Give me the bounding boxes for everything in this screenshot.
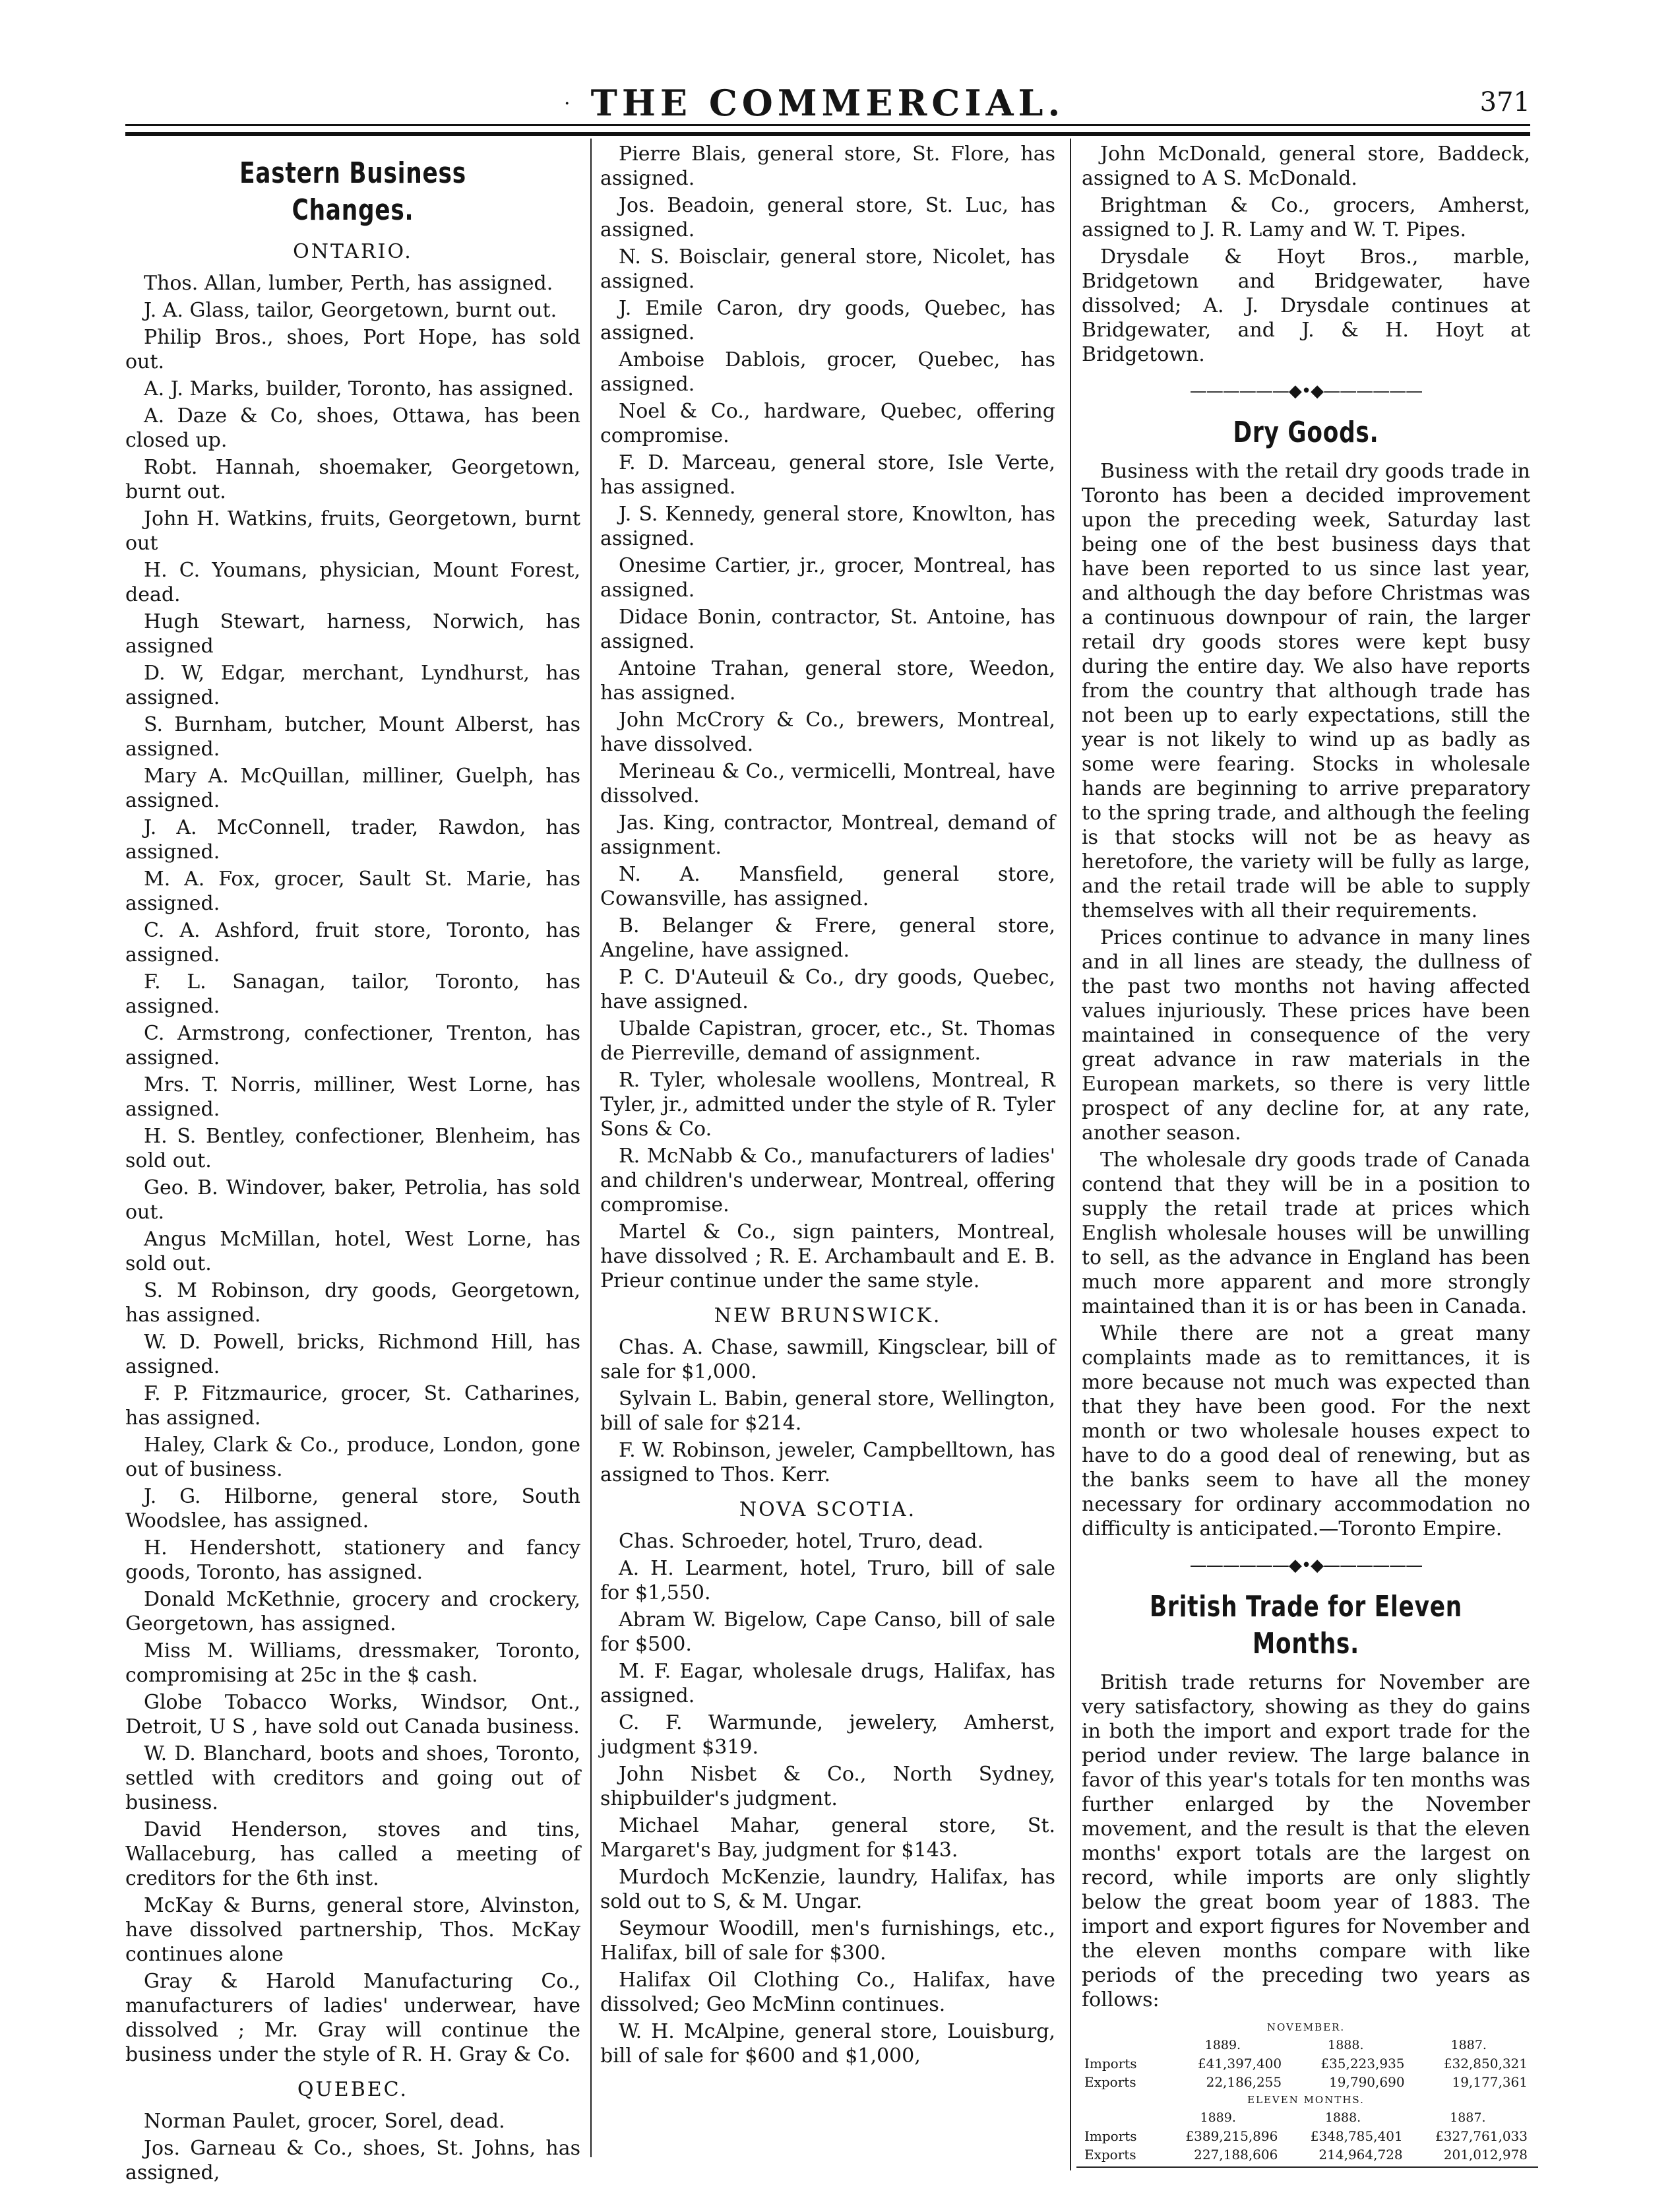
figure-cell: 19,790,690 (1329, 2074, 1405, 2090)
business-change-item: F. L. Sanagan, tailor, Toronto, has assigned. (125, 970, 580, 1018)
quebec-heading: QUEBEC. (297, 2078, 409, 2101)
business-change-item: Globe Tobacco Works, Windsor, Ont., Detroit, U S , have sold out Canada business. (125, 1691, 580, 1738)
business-change-item: C. F. Warmunde, jewelery, Amherst, judgment $319. (600, 1711, 1055, 1759)
business-change-item: S. Burnham, butcher, Mount Alberst, has assigned. (125, 713, 580, 761)
business-change-item: C. Armstrong, confectioner, Trenton, has assigned. (125, 1022, 580, 1069)
table-row (1082, 2127, 1530, 2145)
figure-cell: £348,785,401 (1310, 2128, 1403, 2144)
masthead-dot: · (564, 92, 571, 115)
business-change-item: Chas. A. Chase, sawmill, Kingsclear, bill of sale for $1,000. (600, 1336, 1055, 1383)
year-cell: 1888. (1328, 2038, 1364, 2052)
year-cell: 1888. (1324, 2110, 1361, 2125)
column-2 (600, 142, 1055, 2172)
business-change-item: A. H. Learment, hotel, Truro, bill of sale for $1,550. (600, 1557, 1055, 1604)
column-divider-1 (590, 139, 592, 2157)
figure-cell: £327,761,033 (1435, 2128, 1528, 2144)
business-change-item: H. Hendershott, stationery and fancy goods, Toronto, has assigned. (125, 1536, 580, 1584)
trade-figures (1082, 2019, 1530, 2164)
masthead-rule-thin (125, 124, 1530, 126)
business-change-item: Noel & Co., hardware, Quebec, offering compromise. (600, 400, 1055, 447)
page-number: 371 (1479, 87, 1530, 117)
business-change-item: J. G. Hilborne, general store, South Woodslee, has assigned. (125, 1485, 580, 1533)
business-change-item: John Nisbet & Co., North Sydney, shipbuilder's judgment. (600, 1763, 1055, 1810)
business-change-item: Mrs. T. Norris, milliner, West Lorne, has assigned. (125, 1073, 580, 1121)
quebec-list (125, 2109, 580, 2185)
article-paragraph: While there are not a great many complaints made as to remittances, it is more because not much was expected than that they have been good. For the next month or two wholesale houses expect to have to do a good deal of renewing, but as the banks seem to have all the money necessary for ordinary accommodation no difficulty is anticipated.—Toronto Empire. (1082, 1322, 1530, 1540)
business-change-item: J. A. McConnell, trader, Rawdon, has assigned. (125, 816, 580, 864)
business-change-item: Halifax Oil Clothing Co., Halifax, have dissolved; Geo McMinn continues. (600, 1969, 1055, 2016)
article-paragraph: Business with the retail dry goods trade in Toronto has been a decided improvement upon the preceding week, Saturday last being one of the best business days that have been reported to us since last year, and although the day before Christmas was a continuous downpour of rain, the larger retail dry goods stores were kept busy during the entire day. We also have reports from the country that although trade has not been up to early expectations, still the year is not likely to wind up as badly as some were fearing. Stocks in wholesale hands are beginning to arrive preparatory to the spring trade, and although the feeling is that stocks will not be as heavy as heretofore, the variety will be fully as large, and the retail trade will be able to supply themselves with all their requirements. (1082, 460, 1530, 922)
business-change-item: R. McNabb & Co., manufacturers of ladies' and children's underwear, Montreal, offering compromise. (600, 1145, 1055, 1217)
business-change-item: C. A. Ashford, fruit store, Toronto, has assigned. (125, 919, 580, 966)
article-paragraph: Prices continue to advance in many lines and in all lines are steady, the dullness of the past two months not having affected values injuriously. These prices have been maintained in consequence of the very great advance in raw materials in the European markets, so there is very little prospect of any decline for, at any rate, another season. (1082, 926, 1530, 1145)
business-change-item: Martel & Co., sign painters, Montreal, have dissolved ; R. E. Archambault and E. B. Prieur continue under the same style. (600, 1220, 1055, 1292)
business-change-item: F. P. Fitzmaurice, grocer, St. Catharines, has assigned. (125, 1382, 580, 1430)
business-change-item: Robt. Hannah, shoemaker, Georgetown, burnt out. (125, 456, 580, 503)
eastern-business-changes-headline: Eastern Business Changes. (239, 156, 466, 227)
table-row (1082, 2073, 1530, 2091)
business-change-item: Hugh Stewart, harness, Norwich, has assigned (125, 610, 580, 658)
figure-cell: £35,223,935 (1320, 2056, 1405, 2071)
business-change-item: Murdoch McKenzie, laundry, Halifax, has sold out to S, & M. Ungar. (600, 1866, 1055, 1913)
business-change-item: Abram W. Bigelow, Cape Canso, bill of sale for $500. (600, 1608, 1055, 1656)
masthead (125, 73, 1530, 125)
quebec-list-continued (600, 142, 1055, 1293)
business-change-item: A. J. Marks, builder, Toronto, has assigned. (144, 377, 574, 400)
business-change-item: Chas. Schroeder, hotel, Truro, dead. (619, 1530, 984, 1553)
business-change-item: John McDonald, general store, Baddeck, assigned to A S. McDonald. (1082, 142, 1530, 190)
business-change-item: Gray & Harold Manufacturing Co., manufacturers of ladies' underwear, have dissolved ; Mr. Gray will continue the business under the style of R. H. Gray & Co. (125, 1970, 580, 2066)
table-row (1082, 2145, 1530, 2164)
ontario-heading: ONTARIO. (293, 240, 413, 263)
business-change-item: Philip Bros., shoes, Port Hope, has sold out. (125, 326, 580, 373)
business-change-item: M. F. Eagar, wholesale drugs, Halifax, has assigned. (600, 1660, 1055, 1707)
eleven-years-row (1082, 2108, 1530, 2127)
year-cell: 1889. (1200, 2110, 1236, 2125)
business-change-item: N. A. Mansfield, general store, Cowansville, has assigned. (600, 863, 1055, 910)
business-change-item: Geo. B. Windover, baker, Petrolia, has sold out. (125, 1176, 580, 1224)
business-change-item: Ubalde Capistran, grocer, etc., St. Thomas de Pierreville, demand of assignment. (600, 1017, 1055, 1065)
year-cell: 1889. (1204, 2038, 1241, 2052)
business-change-item: P. C. D'Auteuil & Co., dry goods, Quebec, have assigned. (600, 966, 1055, 1013)
nova-scotia-list (600, 1529, 1055, 2068)
business-change-item: W. D. Blanchard, boots and shoes, Toronto, settled with creditors and going out of business. (125, 1742, 580, 1814)
business-change-item: J. S. Kennedy, general store, Knowlton, has assigned. (600, 503, 1055, 550)
business-change-item: W. H. McAlpine, general store, Louisburg, bill of sale for $600 and $1,000, (600, 2020, 1055, 2068)
eleven-months-caption: ELEVEN MONTHS. (1247, 2094, 1365, 2106)
figure-cell: 201,012,978 (1443, 2147, 1528, 2163)
row-label: Exports (1084, 2147, 1136, 2163)
british-trade-headline: British Trade for Eleven Months. (1149, 1590, 1463, 1660)
business-change-item: J. Emile Caron, dry goods, Quebec, has assigned. (600, 297, 1055, 344)
business-change-item: Pierre Blais, general store, St. Flore, has assigned. (600, 142, 1055, 190)
business-change-item: Brightman & Co., grocers, Amherst, assigned to J. R. Lamy and W. T. Pipes. (1082, 194, 1530, 241)
nova-scotia-heading: NOVA SCOTIA. (739, 1498, 917, 1521)
masthead-rule-thick (125, 132, 1530, 136)
figure-cell: 214,964,728 (1318, 2147, 1403, 2163)
business-change-item: W. D. Powell, bricks, Richmond Hill, has assigned. (125, 1331, 580, 1378)
business-change-item: Jas. King, contractor, Montreal, demand of assignment. (600, 811, 1055, 859)
new-brunswick-heading: NEW BRUNSWICK. (714, 1304, 942, 1327)
figure-cell: 19,177,361 (1452, 2074, 1528, 2090)
table-row (1082, 2054, 1530, 2073)
business-change-item: McKay & Burns, general store, Alvinston, have dissolved partnership, Thos. McKay continues alone (125, 1894, 580, 1966)
business-change-item: Michael Mahar, general store, St. Margaret's Bay, judgment for $143. (600, 1814, 1055, 1862)
business-change-item: N. S. Boisclair, general store, Nicolet, has assigned. (600, 245, 1055, 293)
ontario-list (125, 271, 580, 2067)
business-change-item: Haley, Clark & Co., produce, London, gone out of business. (125, 1434, 580, 1481)
business-change-item: F. D. Marceau, general store, Isle Verte, has assigned. (600, 451, 1055, 499)
business-change-item: F. W. Robinson, jeweler, Campbelltown, has assigned to Thos. Kerr. (600, 1439, 1055, 1486)
business-change-item: John H. Watkins, fruits, Georgetown, burnt out (125, 507, 580, 555)
business-change-item: B. Belanger & Frere, general store, Angeline, have assigned. (600, 914, 1055, 962)
row-label: Imports (1084, 2128, 1137, 2144)
figure-cell: 227,188,606 (1194, 2147, 1278, 2163)
figure-cell: £32,850,321 (1443, 2056, 1528, 2071)
business-change-item: S. M Robinson, dry goods, Georgetown, has assigned. (125, 1279, 580, 1327)
dry-goods-article (1082, 459, 1530, 1541)
column-divider-2 (1070, 139, 1071, 2170)
business-change-item: Norman Paulet, grocer, Sorel, dead. (144, 2110, 505, 2133)
business-change-item: Jos. Beadoin, general store, St. Luc, has assigned. (600, 194, 1055, 241)
business-change-item: H. C. Youmans, physician, Mount Forest, dead. (125, 559, 580, 606)
business-change-item: H. S. Bentley, confectioner, Blenheim, has sold out. (125, 1125, 580, 1172)
business-change-item: Miss M. Williams, dressmaker, Toronto, compromising at 25c in the $ cash. (125, 1639, 580, 1687)
figure-cell: 22,186,255 (1206, 2074, 1282, 2090)
nova-scotia-list-continued (1082, 142, 1530, 367)
figure-cell: £41,397,400 (1197, 2056, 1282, 2071)
business-change-item: M. A. Fox, grocer, Sault St. Marie, has assigned. (125, 868, 580, 915)
november-years-row (1082, 2036, 1530, 2054)
new-brunswick-list (600, 1335, 1055, 1487)
dry-goods-headline: Dry Goods. (1233, 416, 1379, 449)
column-1 (125, 142, 580, 2184)
business-change-item: Mary A. McQuillan, milliner, Guelph, has assigned. (125, 765, 580, 812)
business-change-item: Antoine Trahan, general store, Weedon, has assigned. (600, 657, 1055, 705)
business-change-item: R. Tyler, wholesale woollens, Montreal, R Tyler, jr., admitted under the style of R. Tyler Sons & Co. (600, 1069, 1055, 1141)
article-paragraph: The wholesale dry goods trade of Canada contend that they will be in a position to supply the retail trade at prices which English wholesale houses will be unwilling to sell, as the advance in England has been much more apparent and more strongly maintained than it is or has been in Canada. (1082, 1149, 1530, 1318)
business-change-item: David Henderson, stoves and tins, Wallaceburg, has called a meeting of creditors for the 6th inst. (125, 1818, 580, 1890)
row-label: Exports (1084, 2074, 1136, 2090)
newspaper-title: THE COMMERCIAL. (590, 82, 1065, 124)
business-change-item: D. W, Edgar, merchant, Lyndhurst, has assigned. (125, 662, 580, 709)
section-ornament-1: ——————◆•◆—————— (1189, 381, 1423, 401)
british-trade-article: British trade returns for November are very satisfactory, showing as they do gains in both the import and export trade for the period under review. The large balance in favor of this year's totals for ten months was further enlarged by the November movement, and the result is that the eleven months' export totals are the largest on record, while imports are only slightly below the great boom year of 1883. The import and export figures for November and the eleven months compare with like periods of the preceding two years as follows: (1082, 1671, 1530, 2011)
section-ornament-2: ——————◆•◆—————— (1189, 1556, 1423, 1575)
figure-cell: £389,215,896 (1185, 2128, 1278, 2144)
business-change-item: John McCrory & Co., brewers, Montreal, have dissolved. (600, 709, 1055, 756)
business-change-item: J. A. Glass, tailor, Georgetown, burnt out. (144, 299, 557, 322)
year-cell: 1887. (1450, 2110, 1486, 2125)
eleven-months-table (1082, 2108, 1530, 2164)
year-cell: 1887. (1450, 2038, 1487, 2052)
business-change-item: Angus McMillan, hotel, West Lorne, has sold out. (125, 1228, 580, 1275)
november-caption: NOVEMBER. (1266, 2021, 1346, 2033)
business-change-item: Merineau & Co., vermicelli, Montreal, have dissolved. (600, 760, 1055, 807)
column-3 (1082, 142, 1530, 2172)
business-change-item: Seymour Woodill, men's furnishings, etc., Halifax, bill of sale for $300. (600, 1917, 1055, 1965)
business-change-item: Sylvain L. Babin, general store, Wellington, bill of sale for $214. (600, 1387, 1055, 1435)
business-change-item: Didace Bonin, contractor, St. Antoine, has assigned. (600, 606, 1055, 653)
business-change-item: Onesime Cartier, jr., grocer, Montreal, has assigned. (600, 554, 1055, 602)
business-change-item: Amboise Dablois, grocer, Quebec, has assigned. (600, 348, 1055, 396)
business-change-item: Donald McKethnie, grocery and crockery, Georgetown, has assigned. (125, 1588, 580, 1635)
business-change-item: Drysdale & Hoyt Bros., marble, Bridgetown and Bridgewater, have dissolved; A. J. Drysdale continues at Bridgewater, and J. & H. Hoyt at Bridgetown. (1082, 245, 1530, 366)
row-label: Imports (1084, 2056, 1137, 2071)
business-change-item: Thos. Allan, lumber, Perth, has assigned. (144, 272, 553, 295)
business-change-item: A. Daze & Co, shoes, Ottawa, has been closed up. (125, 404, 580, 452)
november-table (1082, 2036, 1530, 2091)
business-change-item: Jos. Garneau & Co., shoes, St. Johns, has assigned, (125, 2137, 580, 2184)
